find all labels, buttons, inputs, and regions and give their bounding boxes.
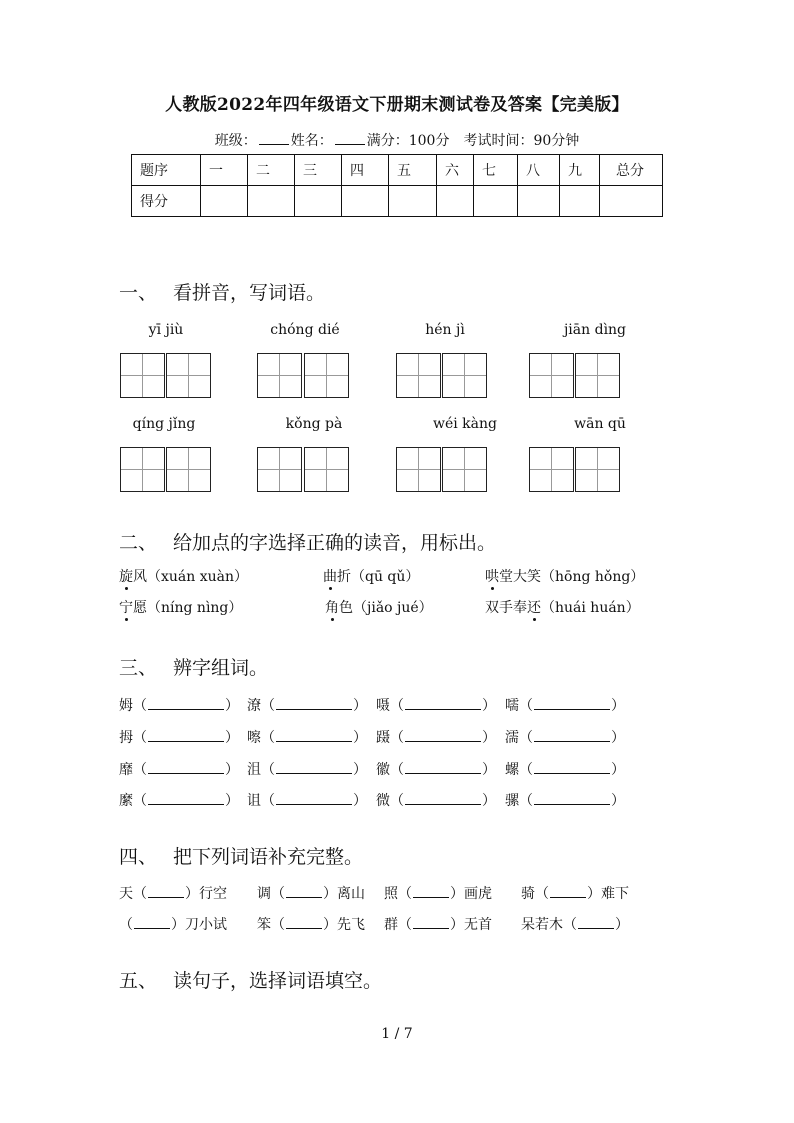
name-label: 姓名： bbox=[290, 133, 333, 149]
score-cell bbox=[560, 186, 600, 217]
score-table-header-cell: 六 bbox=[437, 155, 474, 186]
pinyin-label: wān qū bbox=[574, 416, 626, 432]
section1-title: 看拼音，写词语。 bbox=[173, 282, 326, 304]
writing-box[interactable] bbox=[304, 447, 349, 492]
writing-box[interactable] bbox=[257, 447, 302, 492]
section5-title: 读句子，选择词语填空。 bbox=[173, 970, 383, 992]
writing-box[interactable] bbox=[120, 447, 165, 492]
score-table-score-row bbox=[132, 186, 663, 217]
idiom-item: 天（ ）行空 bbox=[119, 886, 227, 902]
pinyin-label: wéi kàng bbox=[432, 416, 497, 432]
word-group-item: 螺（ ） bbox=[505, 762, 625, 778]
word-group-item: 微（ ） bbox=[376, 793, 496, 809]
writing-box[interactable] bbox=[257, 353, 302, 398]
word-group-item: 嗫（ ） bbox=[376, 698, 496, 714]
writing-box[interactable] bbox=[396, 353, 441, 398]
pinyin-label: hén jì bbox=[425, 322, 465, 338]
writing-box[interactable] bbox=[166, 447, 211, 492]
score-table-header-cell: 八 bbox=[518, 155, 560, 186]
score-table-header-cell: 一 bbox=[201, 155, 248, 186]
section2-title: 给加点的字选择正确的读音，用标出。 bbox=[173, 532, 497, 554]
section5-number: 五、 bbox=[119, 970, 158, 992]
page-number: 1 / 7 bbox=[381, 1026, 413, 1042]
idiom-item: 呆若木（ ） bbox=[521, 917, 629, 933]
section3-heading bbox=[119, 653, 268, 680]
class-blank bbox=[259, 130, 289, 145]
word-group-item: 蹑（ ） bbox=[376, 730, 496, 746]
score-cell bbox=[389, 186, 437, 217]
score-cell bbox=[342, 186, 389, 217]
score-table-header-cell: 四 bbox=[342, 155, 389, 186]
pronunciation-item: 旋风（xuán xuàn） bbox=[119, 566, 248, 586]
word-group-item: 姆（ ） bbox=[119, 698, 239, 714]
word-group-item: 濡（ ） bbox=[505, 730, 625, 746]
writing-box[interactable] bbox=[166, 353, 211, 398]
idiom-item: 调（ ）离山 bbox=[257, 886, 365, 902]
section2-number: 二、 bbox=[119, 532, 158, 554]
score-table-header-cell: 题序 bbox=[132, 155, 201, 186]
score-cell bbox=[201, 186, 248, 217]
word-group-item: 嚅（ ） bbox=[505, 698, 625, 714]
score-cell bbox=[474, 186, 518, 217]
writing-box[interactable] bbox=[575, 353, 620, 398]
word-group-item: 縻（ ） bbox=[119, 793, 239, 809]
score-table-header-row bbox=[132, 155, 663, 186]
section1-heading bbox=[119, 278, 325, 305]
pronunciation-item: 角色（jiǎo jué） bbox=[325, 597, 433, 617]
writing-box[interactable] bbox=[529, 353, 574, 398]
dotted-char: 角 bbox=[325, 597, 339, 617]
word-group-item: 沮（ ） bbox=[247, 762, 367, 778]
pinyin-label: yī jiù bbox=[148, 322, 184, 338]
section3-title: 辨字组词。 bbox=[173, 657, 269, 679]
section1-number: 一、 bbox=[119, 282, 158, 304]
name-blank bbox=[335, 130, 365, 145]
writing-box[interactable] bbox=[575, 447, 620, 492]
class-label: 班级： bbox=[214, 133, 257, 149]
full-score-text: 满分：100分 bbox=[366, 133, 450, 149]
score-table-header-cell: 九 bbox=[560, 155, 600, 186]
section4-number: 四、 bbox=[119, 846, 158, 868]
idiom-item: 笨（ ）先飞 bbox=[257, 917, 365, 933]
word-group-item: 徽（ ） bbox=[376, 762, 496, 778]
dotted-char: 宁 bbox=[119, 597, 133, 617]
writing-box[interactable] bbox=[442, 447, 487, 492]
writing-box[interactable] bbox=[529, 447, 574, 492]
section5-heading bbox=[119, 966, 382, 993]
score-table-header-cell: 五 bbox=[389, 155, 437, 186]
pinyin-label: jiān dìng bbox=[563, 322, 627, 338]
score-table-header-cell: 七 bbox=[474, 155, 518, 186]
writing-box[interactable] bbox=[304, 353, 349, 398]
pinyin-label: qíng jǐng bbox=[132, 416, 196, 432]
score-cell bbox=[437, 186, 474, 217]
page-title: 人教版2022年四年级语文下册期末测试卷及答案【完美版】 bbox=[165, 95, 629, 115]
score-table bbox=[131, 154, 663, 217]
score-cell bbox=[248, 186, 295, 217]
writing-box[interactable] bbox=[442, 353, 487, 398]
section4-title: 把下列词语补充完整。 bbox=[173, 846, 364, 868]
word-group-item: 拇（ ） bbox=[119, 730, 239, 746]
score-cell bbox=[295, 186, 342, 217]
idiom-item: （ ）刀小试 bbox=[119, 917, 227, 933]
idiom-item: 骑（ ）难下 bbox=[521, 886, 629, 902]
dotted-char: 还 bbox=[527, 597, 541, 617]
idiom-item: 群（ ）无首 bbox=[384, 917, 492, 933]
section2-heading bbox=[119, 528, 496, 555]
pronunciation-item: 哄堂大笑（hōng hǒng） bbox=[485, 566, 644, 586]
pinyin-label: kǒng pà bbox=[285, 416, 343, 432]
dotted-char: 哄 bbox=[485, 566, 499, 586]
score-table-header-cell: 总分 bbox=[600, 155, 663, 186]
word-group-item: 骡（ ） bbox=[505, 793, 625, 809]
pronunciation-item: 双手奉还（huái huán） bbox=[485, 597, 640, 617]
section3-number: 三、 bbox=[119, 657, 158, 679]
pronunciation-item: 曲折（qū qǔ） bbox=[323, 566, 419, 586]
score-cell bbox=[600, 186, 663, 217]
word-group-item: 嚓（ ） bbox=[247, 730, 367, 746]
word-group-item: 潦（ ） bbox=[247, 698, 367, 714]
student-info-line bbox=[0, 130, 794, 150]
pinyin-label: chóng dié bbox=[270, 322, 340, 338]
word-group-item: 靡（ ） bbox=[119, 762, 239, 778]
word-group-item: 诅（ ） bbox=[247, 793, 367, 809]
writing-box[interactable] bbox=[120, 353, 165, 398]
dotted-char: 曲 bbox=[323, 566, 337, 586]
pronunciation-item: 宁愿（níng nìng） bbox=[119, 597, 242, 617]
exam-time-text: 考试时间：90分钟 bbox=[463, 133, 580, 149]
score-row-label: 得分 bbox=[132, 186, 201, 217]
writing-box[interactable] bbox=[396, 447, 441, 492]
score-table-header-cell: 三 bbox=[295, 155, 342, 186]
score-table-header-cell: 二 bbox=[248, 155, 295, 186]
score-cell bbox=[518, 186, 560, 217]
idiom-item: 照（ ）画虎 bbox=[384, 886, 492, 902]
section4-heading bbox=[119, 842, 363, 869]
dotted-char: 旋 bbox=[119, 566, 133, 586]
